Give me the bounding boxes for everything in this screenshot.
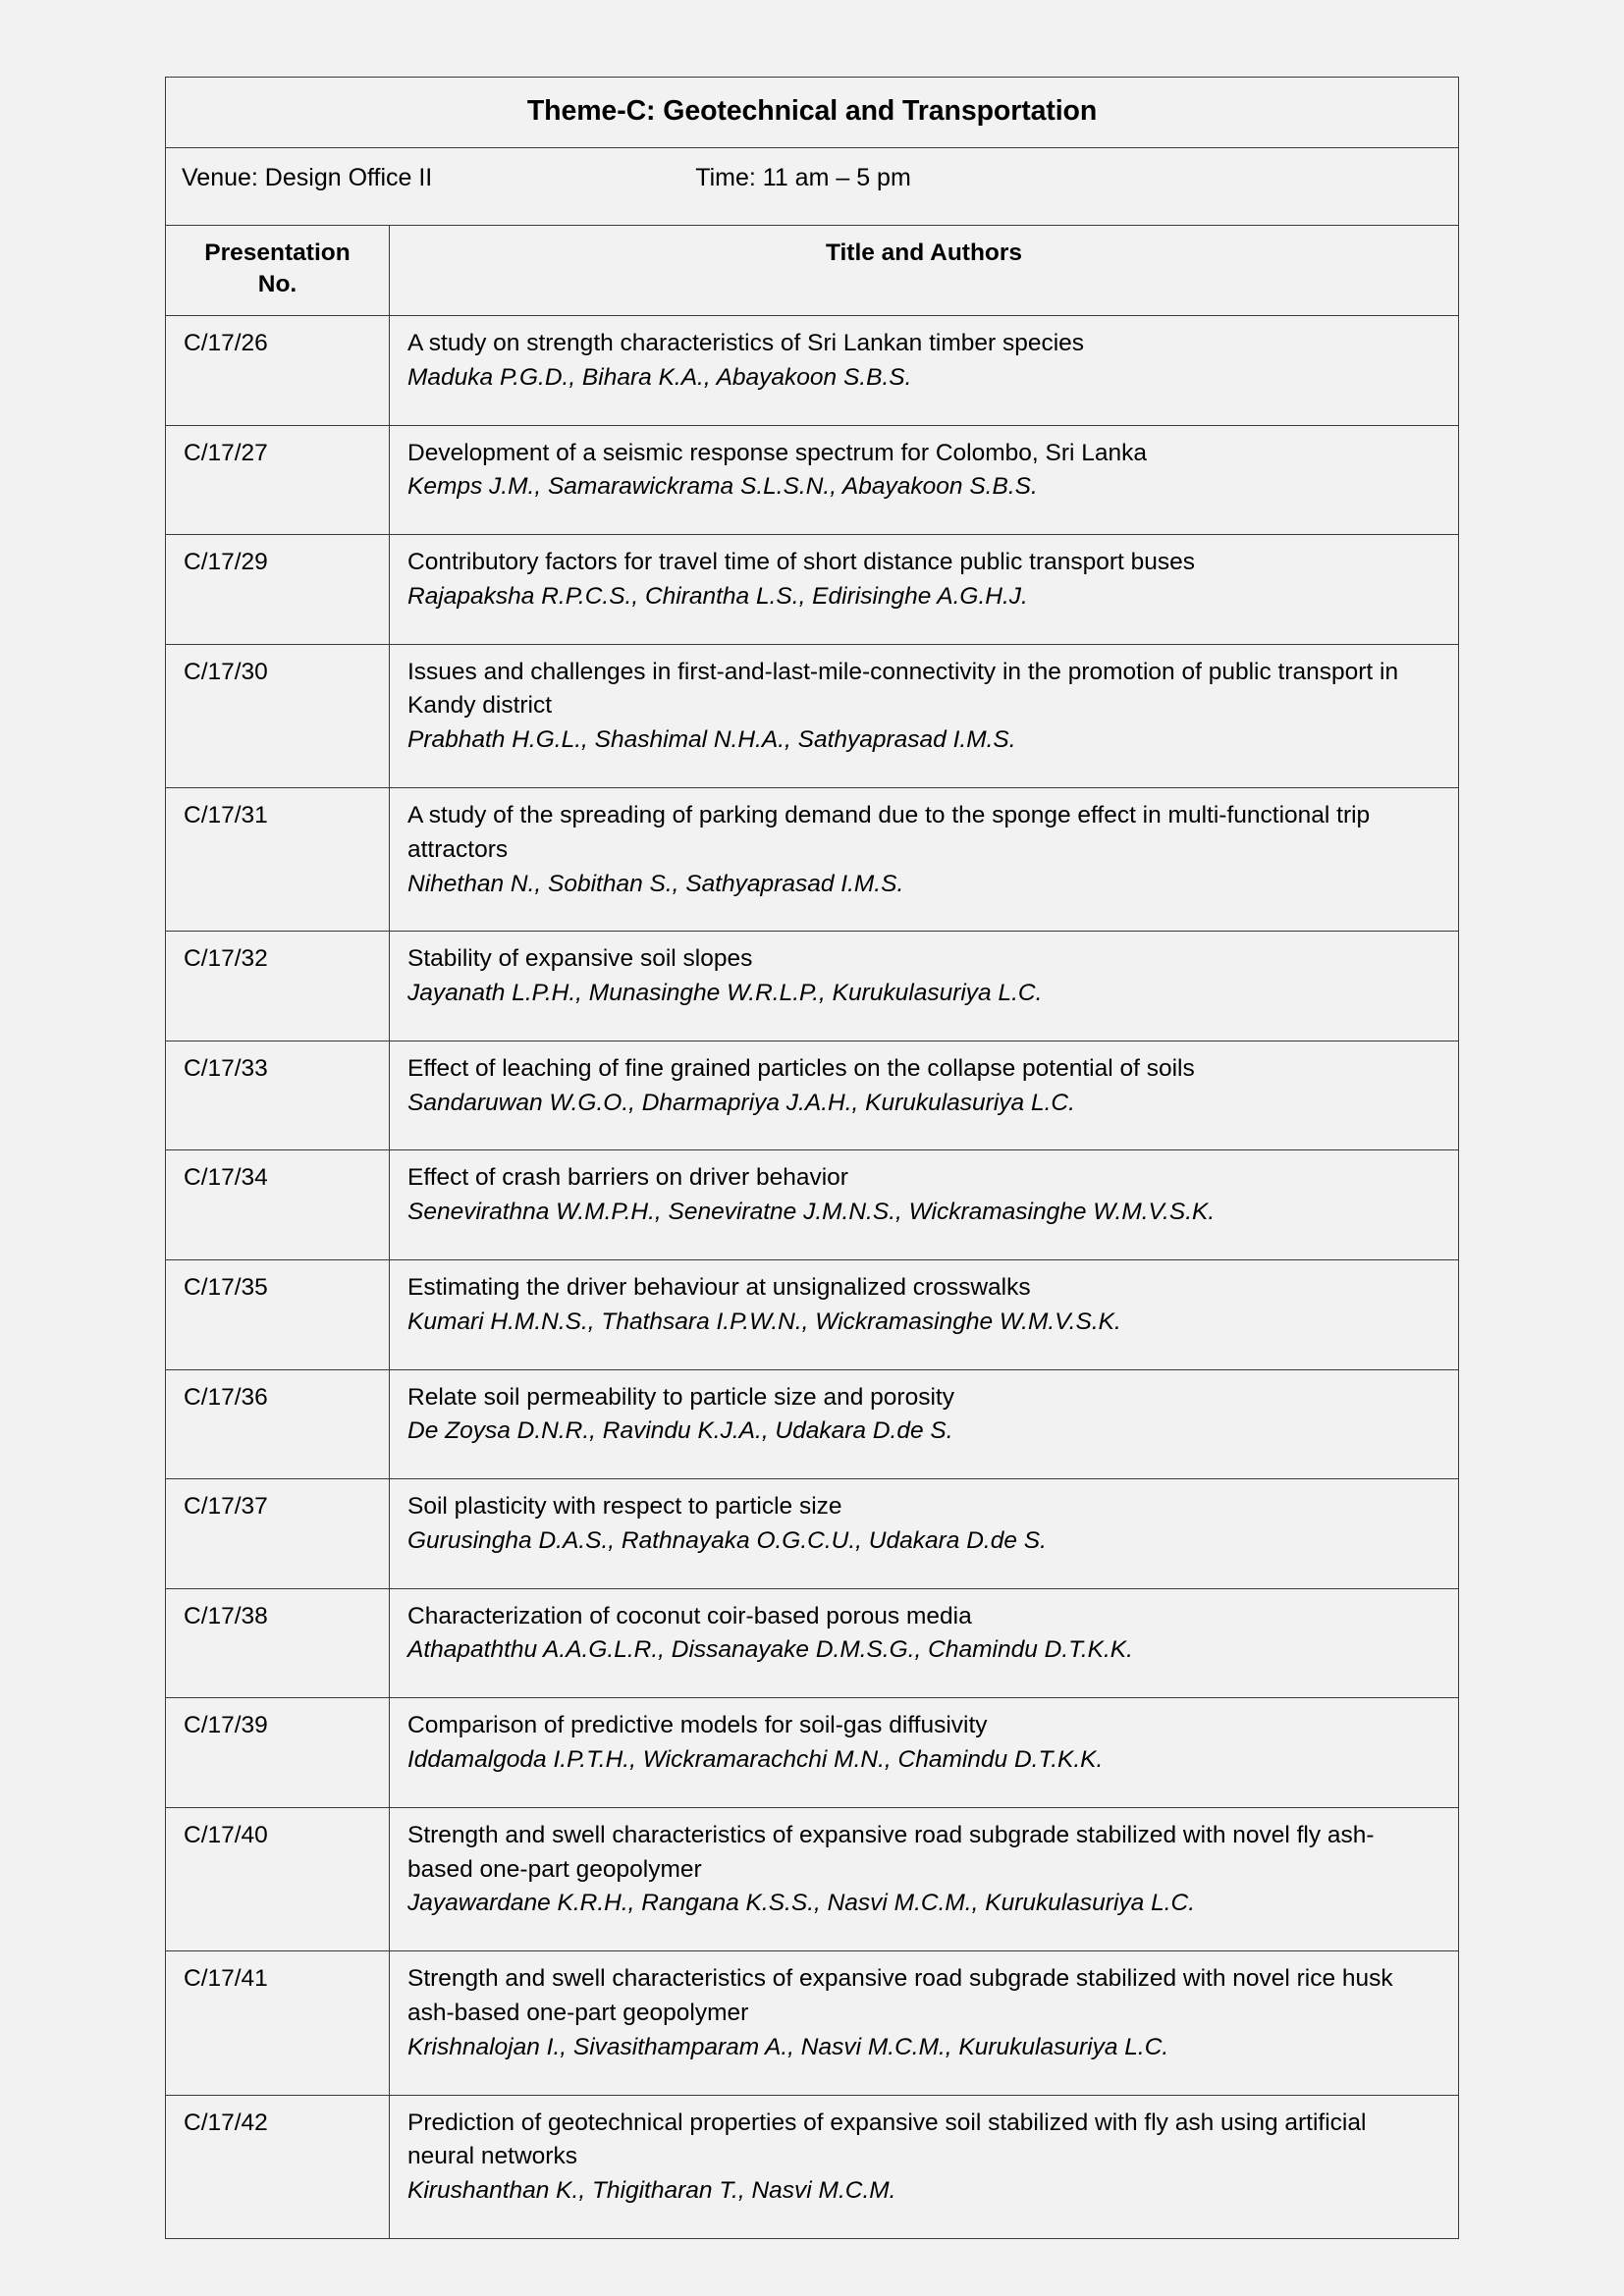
presentation-no-cell: C/17/35	[166, 1260, 390, 1370]
paper-authors: Gurusingha D.A.S., Rathnayaka O.G.C.U., Udakara D.de S.	[407, 1526, 1047, 1554]
cell-spacer	[407, 1230, 1435, 1246]
column-header-row	[166, 225, 1459, 315]
table-row	[166, 1041, 1459, 1150]
presentation-no-cell: C/17/40	[166, 1807, 390, 1950]
cell-spacer	[407, 505, 1435, 520]
paper-authors: Kirushanthan K., Thigitharan T., Nasvi M.C.M.	[407, 2177, 896, 2205]
title-authors-cell	[390, 1369, 1459, 1479]
presentation-no-cell: C/17/29	[166, 535, 390, 645]
table-row	[166, 1260, 1459, 1370]
paper-title: Prediction of geotechnical properties of expansive soil stabilized with fly ash using artificial neural networks	[407, 2109, 1367, 2170]
paper-title: Contributory factors for travel time of short distance public transport buses	[407, 549, 1196, 576]
cell-spacer	[407, 1340, 1435, 1356]
venue-time-inner	[182, 162, 1444, 195]
column-header-presentation-no-line2: No.	[257, 271, 298, 298]
table-row	[166, 315, 1459, 425]
cell-spacer	[407, 1559, 1435, 1575]
paper-authors: Iddamalgoda I.P.T.H., Wickramarachchi M.N., Chamindu D.T.K.K.	[407, 1746, 1104, 1774]
paper-authors: Prabhath H.G.L., Shashimal N.H.A., Sathyaprasad I.M.S.	[407, 726, 1016, 754]
paper-title: Relate soil permeability to particle size and porosity	[407, 1383, 954, 1411]
cell-spacer	[407, 1011, 1435, 1027]
paper-title: Estimating the driver behaviour at unsignalized crosswalks	[407, 1274, 1031, 1302]
paper-authors: De Zoysa D.N.R., Ravindu K.J.A., Udakara D.de S.	[407, 1417, 953, 1445]
paper-title: Strength and swell characteristics of expansive road subgrade stabilized with novel fly ash-based one-part geopolymer	[407, 1821, 1375, 1883]
paper-authors: Senevirathna W.M.P.H., Seneviratne J.M.N.S., Wickramasinghe W.M.V.S.K.	[407, 1199, 1216, 1226]
title-authors-cell	[390, 1479, 1459, 1589]
table-row	[166, 1150, 1459, 1260]
presentation-no-cell: C/17/38	[166, 1588, 390, 1698]
title-authors-cell	[390, 1698, 1459, 1808]
cell-spacer	[407, 1120, 1435, 1136]
table-row	[166, 425, 1459, 535]
title-authors-cell	[390, 535, 1459, 645]
paper-authors: Kumari H.M.N.S., Thathsara I.P.W.N., Wickramasinghe W.M.V.S.K.	[407, 1308, 1121, 1335]
cell-spacer	[407, 758, 1435, 774]
cell-spacer	[407, 614, 1435, 630]
title-authors-cell	[390, 2095, 1459, 2238]
title-authors-cell	[390, 1951, 1459, 2095]
paper-title: Stability of expansive soil slopes	[407, 945, 753, 973]
paper-title: A study of the spreading of parking demand due to the sponge effect in multi-functional trip attractors	[407, 801, 1371, 863]
paper-authors: Kemps J.M., Samarawickrama S.L.S.N., Abayakoon S.B.S.	[407, 473, 1038, 501]
table-row	[166, 644, 1459, 787]
time-label: Time: 11 am – 5 pm	[695, 164, 911, 192]
presentation-no-cell: C/17/41	[166, 1951, 390, 2095]
presentation-no-cell: C/17/37	[166, 1479, 390, 1589]
column-header-presentation-no	[166, 225, 390, 315]
table-row	[166, 1807, 1459, 1950]
paper-authors: Nihethan N., Sobithan S., Sathyaprasad I.M.S.	[407, 870, 904, 897]
cell-spacer	[407, 1668, 1435, 1683]
title-authors-cell	[390, 1260, 1459, 1370]
title-authors-cell	[390, 1150, 1459, 1260]
venue-time-row	[166, 148, 1459, 226]
presentation-no-cell: C/17/33	[166, 1041, 390, 1150]
table-row	[166, 932, 1459, 1041]
paper-title: A study on strength characteristics of Sri Lankan timber species	[407, 329, 1085, 356]
table-row	[166, 1369, 1459, 1479]
venue-time-cell	[166, 148, 1459, 226]
title-authors-cell	[390, 425, 1459, 535]
column-header-title-authors: Title and Authors	[390, 225, 1459, 315]
table-row	[166, 2095, 1459, 2238]
table-row	[166, 1951, 1459, 2095]
title-authors-cell	[390, 1807, 1459, 1950]
paper-title: Issues and challenges in first-and-last-mile-connectivity in the promotion of public transport in Kandy district	[407, 658, 1399, 720]
paper-title: Characterization of coconut coir-based porous media	[407, 1602, 972, 1629]
cell-spacer	[407, 1449, 1435, 1465]
cell-spacer	[407, 1778, 1435, 1793]
paper-title: Strength and swell characteristics of expansive road subgrade stabilized with novel rice husk ash-based one-part geopolymer	[407, 1965, 1393, 2026]
presentation-no-cell: C/17/36	[166, 1369, 390, 1479]
table-row	[166, 535, 1459, 645]
paper-title: Effect of crash barriers on driver behavior	[407, 1164, 848, 1192]
theme-title-row	[166, 78, 1459, 148]
cell-spacer	[407, 2209, 1435, 2224]
title-authors-cell	[390, 1588, 1459, 1698]
cell-spacer	[407, 396, 1435, 411]
title-authors-cell	[390, 1041, 1459, 1150]
paper-authors: Jayanath L.P.H., Munasinghe W.R.L.P., Kurukulasuriya L.C.	[407, 980, 1043, 1007]
paper-authors: Maduka P.G.D., Bihara K.A., Abayakoon S.B.S.	[407, 363, 912, 391]
session-schedule-table	[165, 77, 1459, 2239]
presentation-no-cell: C/17/27	[166, 425, 390, 535]
paper-authors: Jayawardane K.R.H., Rangana K.S.S., Nasvi M.C.M., Kurukulasuriya L.C.	[407, 1890, 1196, 1917]
paper-authors: Sandaruwan W.G.O., Dharmapriya J.A.H., Kurukulasuriya L.C.	[407, 1089, 1075, 1116]
table-row	[166, 787, 1459, 931]
theme-title: Theme-C: Geotechnical and Transportation	[166, 78, 1459, 148]
schedule-table-body	[166, 78, 1459, 2239]
cell-spacer	[407, 2065, 1435, 2081]
paper-title: Development of a seismic response spectrum for Colombo, Sri Lanka	[407, 439, 1148, 466]
presentation-no-cell: C/17/31	[166, 787, 390, 931]
presentation-no-cell: C/17/30	[166, 644, 390, 787]
title-authors-cell	[390, 644, 1459, 787]
table-row	[166, 1698, 1459, 1808]
title-authors-cell	[390, 932, 1459, 1041]
column-header-presentation-no-line1: Presentation	[204, 239, 351, 266]
title-authors-cell	[390, 315, 1459, 425]
cell-spacer	[407, 1921, 1435, 1937]
paper-title: Comparison of predictive models for soil-gas diffusivity	[407, 1712, 988, 1739]
table-row	[166, 1479, 1459, 1589]
presentation-no-cell: C/17/42	[166, 2095, 390, 2238]
presentation-no-cell: C/17/34	[166, 1150, 390, 1260]
presentation-no-cell: C/17/32	[166, 932, 390, 1041]
table-row	[166, 1588, 1459, 1698]
presentation-no-cell: C/17/39	[166, 1698, 390, 1808]
paper-authors: Athapaththu A.A.G.L.R., Dissanayake D.M.S.G., Chamindu D.T.K.K.	[407, 1636, 1133, 1664]
cell-spacer	[407, 901, 1435, 917]
paper-title: Effect of leaching of fine grained particles on the collapse potential of soils	[407, 1054, 1195, 1082]
venue-label: Venue: Design Office II	[182, 164, 433, 192]
presentation-no-cell: C/17/26	[166, 315, 390, 425]
paper-authors: Rajapaksha R.P.C.S., Chirantha L.S., Edirisinghe A.G.H.J.	[407, 582, 1028, 610]
paper-authors: Krishnalojan I., Sivasithamparam A., Nasvi M.C.M., Kurukulasuriya L.C.	[407, 2033, 1169, 2060]
title-authors-cell	[390, 787, 1459, 931]
paper-title: Soil plasticity with respect to particle size	[407, 1493, 842, 1521]
